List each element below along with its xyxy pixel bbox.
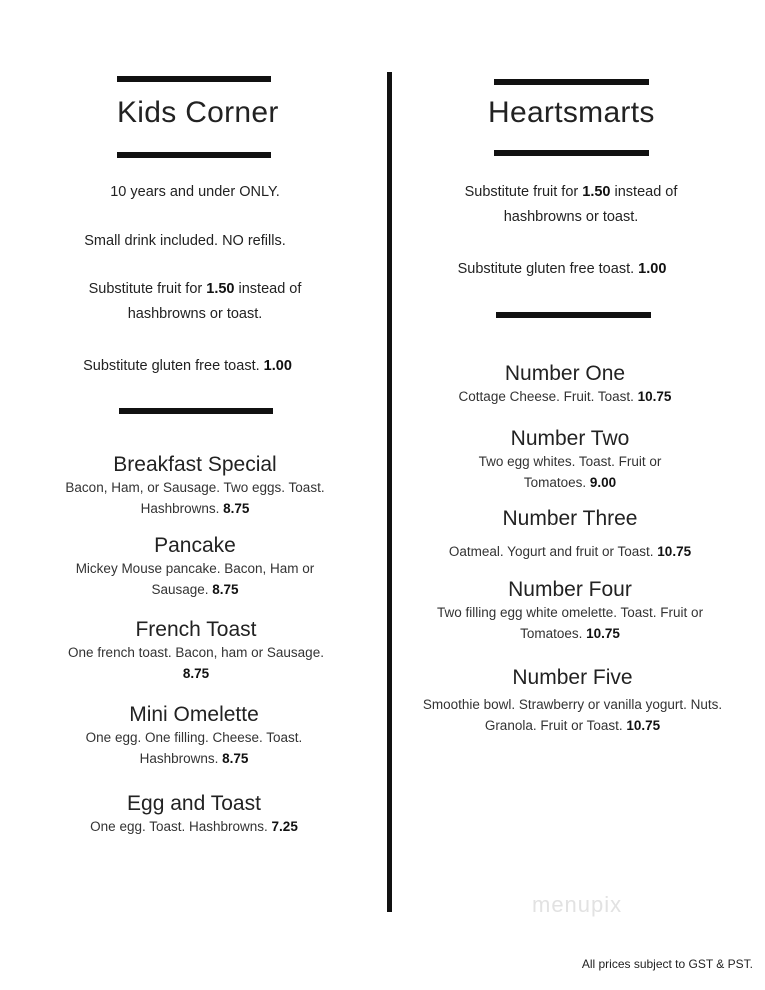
item-desc-text: Two egg whites. Toast. Fruit or Tomatoes. — [478, 454, 662, 490]
item-desc-text: Mickey Mouse pancake. Bacon, Ham or Sausage. — [75, 561, 315, 597]
kids-notes-divider — [119, 408, 273, 414]
column-divider — [387, 72, 392, 912]
item-description — [415, 542, 725, 563]
menu-item — [415, 506, 725, 563]
item-name: Number One — [504, 362, 626, 385]
item-price: 10.75 — [657, 544, 692, 559]
heart-notes-divider — [496, 312, 651, 318]
menupix-watermark: menupix — [532, 892, 623, 917]
item-name: Number Five — [512, 666, 633, 689]
item-price: 10.75 — [637, 389, 672, 404]
heart-title-top-rule — [494, 79, 649, 85]
item-description — [45, 478, 345, 519]
item-desc-text: One egg. Toast. Hashbrowns. — [90, 819, 268, 834]
item-desc-text: Oatmeal. Yogurt and fruit or Toast. — [448, 544, 654, 559]
item-name: Number Four — [508, 578, 632, 601]
item-price: 8.75 — [222, 750, 249, 766]
item-description — [64, 728, 324, 769]
item-price: 10.75 — [586, 625, 620, 641]
menu-item — [455, 426, 685, 493]
item-desc-text: Bacon, Ham, or Sausage. Two eggs. Toast. Hashbrowns. — [65, 480, 325, 516]
item-description — [44, 817, 344, 838]
note-text-suffix: instead of hashbrowns or toast. — [503, 184, 678, 225]
kids-title-top-rule — [117, 76, 271, 82]
menu-item — [415, 577, 725, 644]
kids-title-bottom-rule — [117, 152, 271, 158]
note-text: Substitute fruit for — [464, 184, 583, 200]
menu-item — [66, 617, 326, 684]
item-desc-text: One egg. One filling. Cheese. Toast. Hashbrowns. — [85, 730, 303, 766]
item-description — [455, 452, 685, 493]
note-price: 1.50 — [206, 281, 235, 297]
menu-item — [425, 361, 705, 408]
item-name: Number Two — [510, 427, 630, 450]
note-price: 1.50 — [582, 184, 611, 200]
kids-note-fruit-sub — [60, 277, 330, 327]
item-desc-text: One french toast. Bacon, ham or Sausage. — [68, 645, 324, 660]
note-text: Substitute fruit for — [88, 281, 207, 297]
item-desc-text: Two filling egg white omelette. Toast. Fruit or Tomatoes. — [436, 605, 704, 641]
item-name: French Toast — [135, 618, 257, 641]
heart-note-gluten-free — [412, 257, 712, 282]
heart-note-fruit-sub — [436, 180, 706, 230]
tax-disclaimer: All prices subject to GST & PST. — [581, 957, 753, 971]
heartsmarts-heading: Heartsmarts — [488, 96, 655, 129]
note-text: Small drink included. NO refills. — [84, 233, 286, 249]
kids-note-drink — [30, 229, 340, 254]
item-description — [425, 387, 705, 408]
item-description — [420, 695, 725, 736]
note-price: 1.00 — [263, 358, 292, 374]
item-price: 8.75 — [212, 581, 239, 597]
item-name: Number Three — [502, 507, 638, 530]
item-description — [66, 643, 326, 684]
item-description — [415, 603, 725, 644]
kids-corner-heading: Kids Corner — [117, 96, 279, 129]
item-price: 10.75 — [626, 717, 661, 733]
item-desc-text: Smoothie bowl. Strawberry or vanilla yogurt. Nuts. Granola. Fruit or Toast. — [422, 697, 723, 733]
note-text: Substitute gluten free toast. — [83, 358, 264, 374]
note-text: Substitute gluten free toast. — [457, 261, 639, 277]
item-name: Egg and Toast — [127, 792, 261, 815]
item-price: 8.75 — [182, 665, 210, 681]
note-text-suffix: instead of hashbrowns or toast. — [127, 281, 302, 322]
item-price: 8.75 — [223, 500, 250, 516]
kids-note-age — [40, 180, 350, 205]
heart-title-bottom-rule — [494, 150, 649, 156]
menu-item — [420, 665, 725, 736]
kids-note-gluten-free — [30, 354, 345, 379]
item-desc-text: Cottage Cheese. Fruit. Toast. — [458, 389, 634, 404]
item-name: Mini Omelette — [129, 703, 259, 726]
item-price: 9.00 — [589, 474, 617, 490]
item-name: Breakfast Special — [113, 453, 277, 476]
menu-item — [45, 452, 345, 519]
item-name: Pancake — [154, 534, 236, 557]
menu-item — [55, 533, 335, 600]
menu-item — [44, 791, 344, 838]
note-text: 10 years and under ONLY. — [110, 184, 280, 200]
note-price: 1.00 — [638, 261, 667, 277]
menu-item — [64, 702, 324, 769]
item-description — [55, 559, 335, 600]
item-price: 7.25 — [271, 819, 298, 834]
